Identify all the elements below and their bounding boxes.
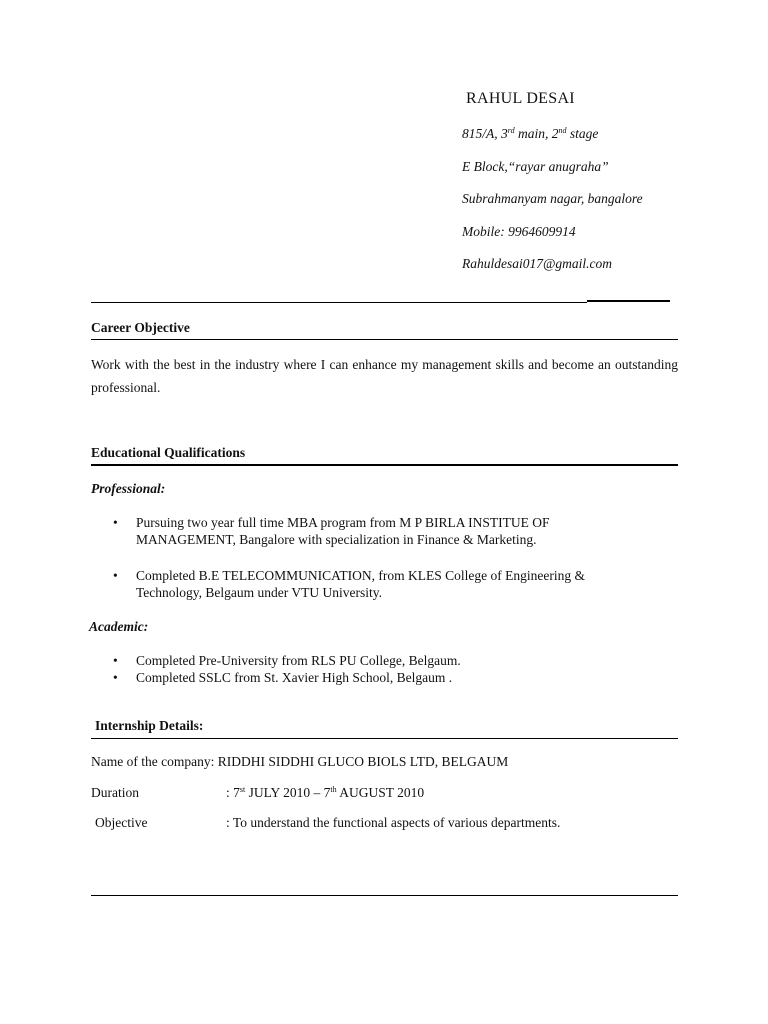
- candidate-name: RAHUL DESAI: [466, 90, 575, 107]
- duration-value: : 7st JULY 2010 – 7th AUGUST 2010: [226, 785, 425, 800]
- academic-label: Academic:: [89, 619, 149, 634]
- internship-divider: [91, 738, 678, 739]
- header-short-rule: [587, 300, 670, 302]
- objective-label: Objective: [95, 815, 148, 830]
- list-item: • Completed SSLC from St. Xavier High School, Belgaum .: [113, 670, 453, 685]
- career-objective-text: Work with the best in the industry where I can enhance my management skills and become an outstanding professional.: [91, 357, 678, 395]
- professional-label: Professional:: [91, 481, 166, 496]
- company-row: [91, 754, 508, 770]
- company-label: Name of the company:: [91, 754, 215, 769]
- email-address: Rahuldesai017@gmail.com: [462, 256, 613, 271]
- internship-heading: Internship Details:: [95, 718, 204, 733]
- professional-list: [91, 514, 601, 548]
- academic-list: [91, 652, 651, 686]
- header-divider: [91, 302, 587, 303]
- career-objective-heading: Career Objective: [91, 320, 190, 335]
- address-line-3: Subrahmanyam nagar, bangalore: [462, 191, 643, 206]
- career-divider: [91, 339, 678, 340]
- professional-list-2: [91, 567, 601, 601]
- list-item: • Completed Pre-University from RLS PU College, Belgaum.: [113, 653, 461, 668]
- education-heading: Educational Qualifications: [91, 445, 246, 460]
- bullet-icon: •: [113, 670, 118, 685]
- bullet-icon: •: [113, 568, 118, 583]
- footer-divider: [91, 895, 678, 896]
- address-line-2: E Block,“rayar anugraha”: [462, 159, 609, 174]
- address-line-1: 815/A, 3rd main, 2nd stage: [462, 126, 599, 141]
- education-divider: [91, 464, 678, 466]
- objective-value: : To understand the functional aspects of various departments.: [226, 815, 561, 830]
- list-item: • Pursuing two year full time MBA program from M P BIRLA INSTITUE OF MANAGEMENT, Bangalore with specialization in Finance & Marketing.: [113, 515, 550, 547]
- bullet-icon: •: [113, 653, 118, 668]
- company-value: RIDDHI SIDDHI GLUCO BIOLS LTD, BELGAUM: [217, 754, 509, 769]
- bullet-icon: •: [113, 515, 118, 530]
- mobile-number: Mobile: 9964609914: [462, 224, 576, 239]
- list-item: • Completed B.E TELECOMMUNICATION, from KLES College of Engineering & Technology, Belgaum under VTU University.: [113, 568, 585, 600]
- duration-label: Duration: [91, 785, 139, 800]
